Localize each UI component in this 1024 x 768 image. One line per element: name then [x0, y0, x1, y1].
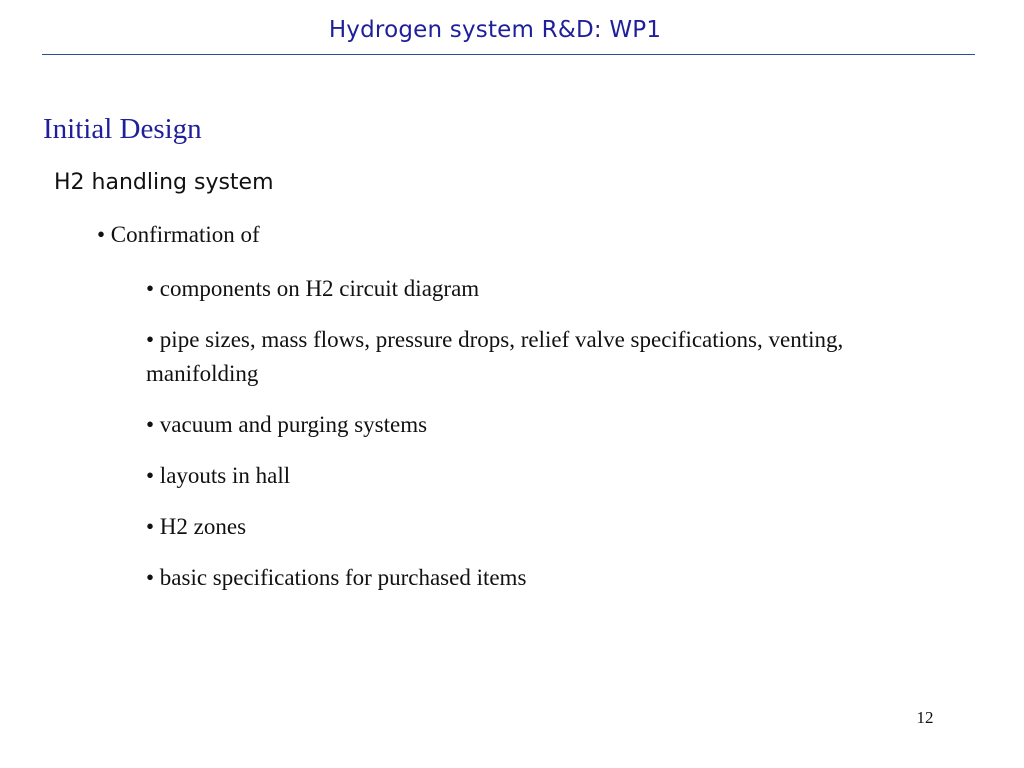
bullet-confirmation: • Confirmation of	[97, 222, 260, 247]
sub-bullet-list	[146, 272, 936, 612]
sub-bullet-item: • components on H2 circuit diagram	[146, 276, 480, 301]
sub-bullet-item: • pipe sizes, mass flows, pressure drops, relief valve specifications, venting, manifolding	[146, 327, 844, 386]
page-number: 12	[916, 708, 934, 727]
sub-bullet-item: • layouts in hall	[146, 463, 291, 488]
section-title: Initial Design	[43, 113, 202, 145]
slide-header-title: Hydrogen system R&D: WP1	[328, 17, 662, 43]
header-divider	[42, 54, 975, 55]
sub-bullet-item: • H2 zones	[146, 514, 247, 539]
sub-bullet-item: • basic specifications for purchased items	[146, 565, 527, 590]
sub-bullet-item: • vacuum and purging systems	[146, 412, 428, 437]
subheading: H2 handling system	[54, 170, 274, 195]
